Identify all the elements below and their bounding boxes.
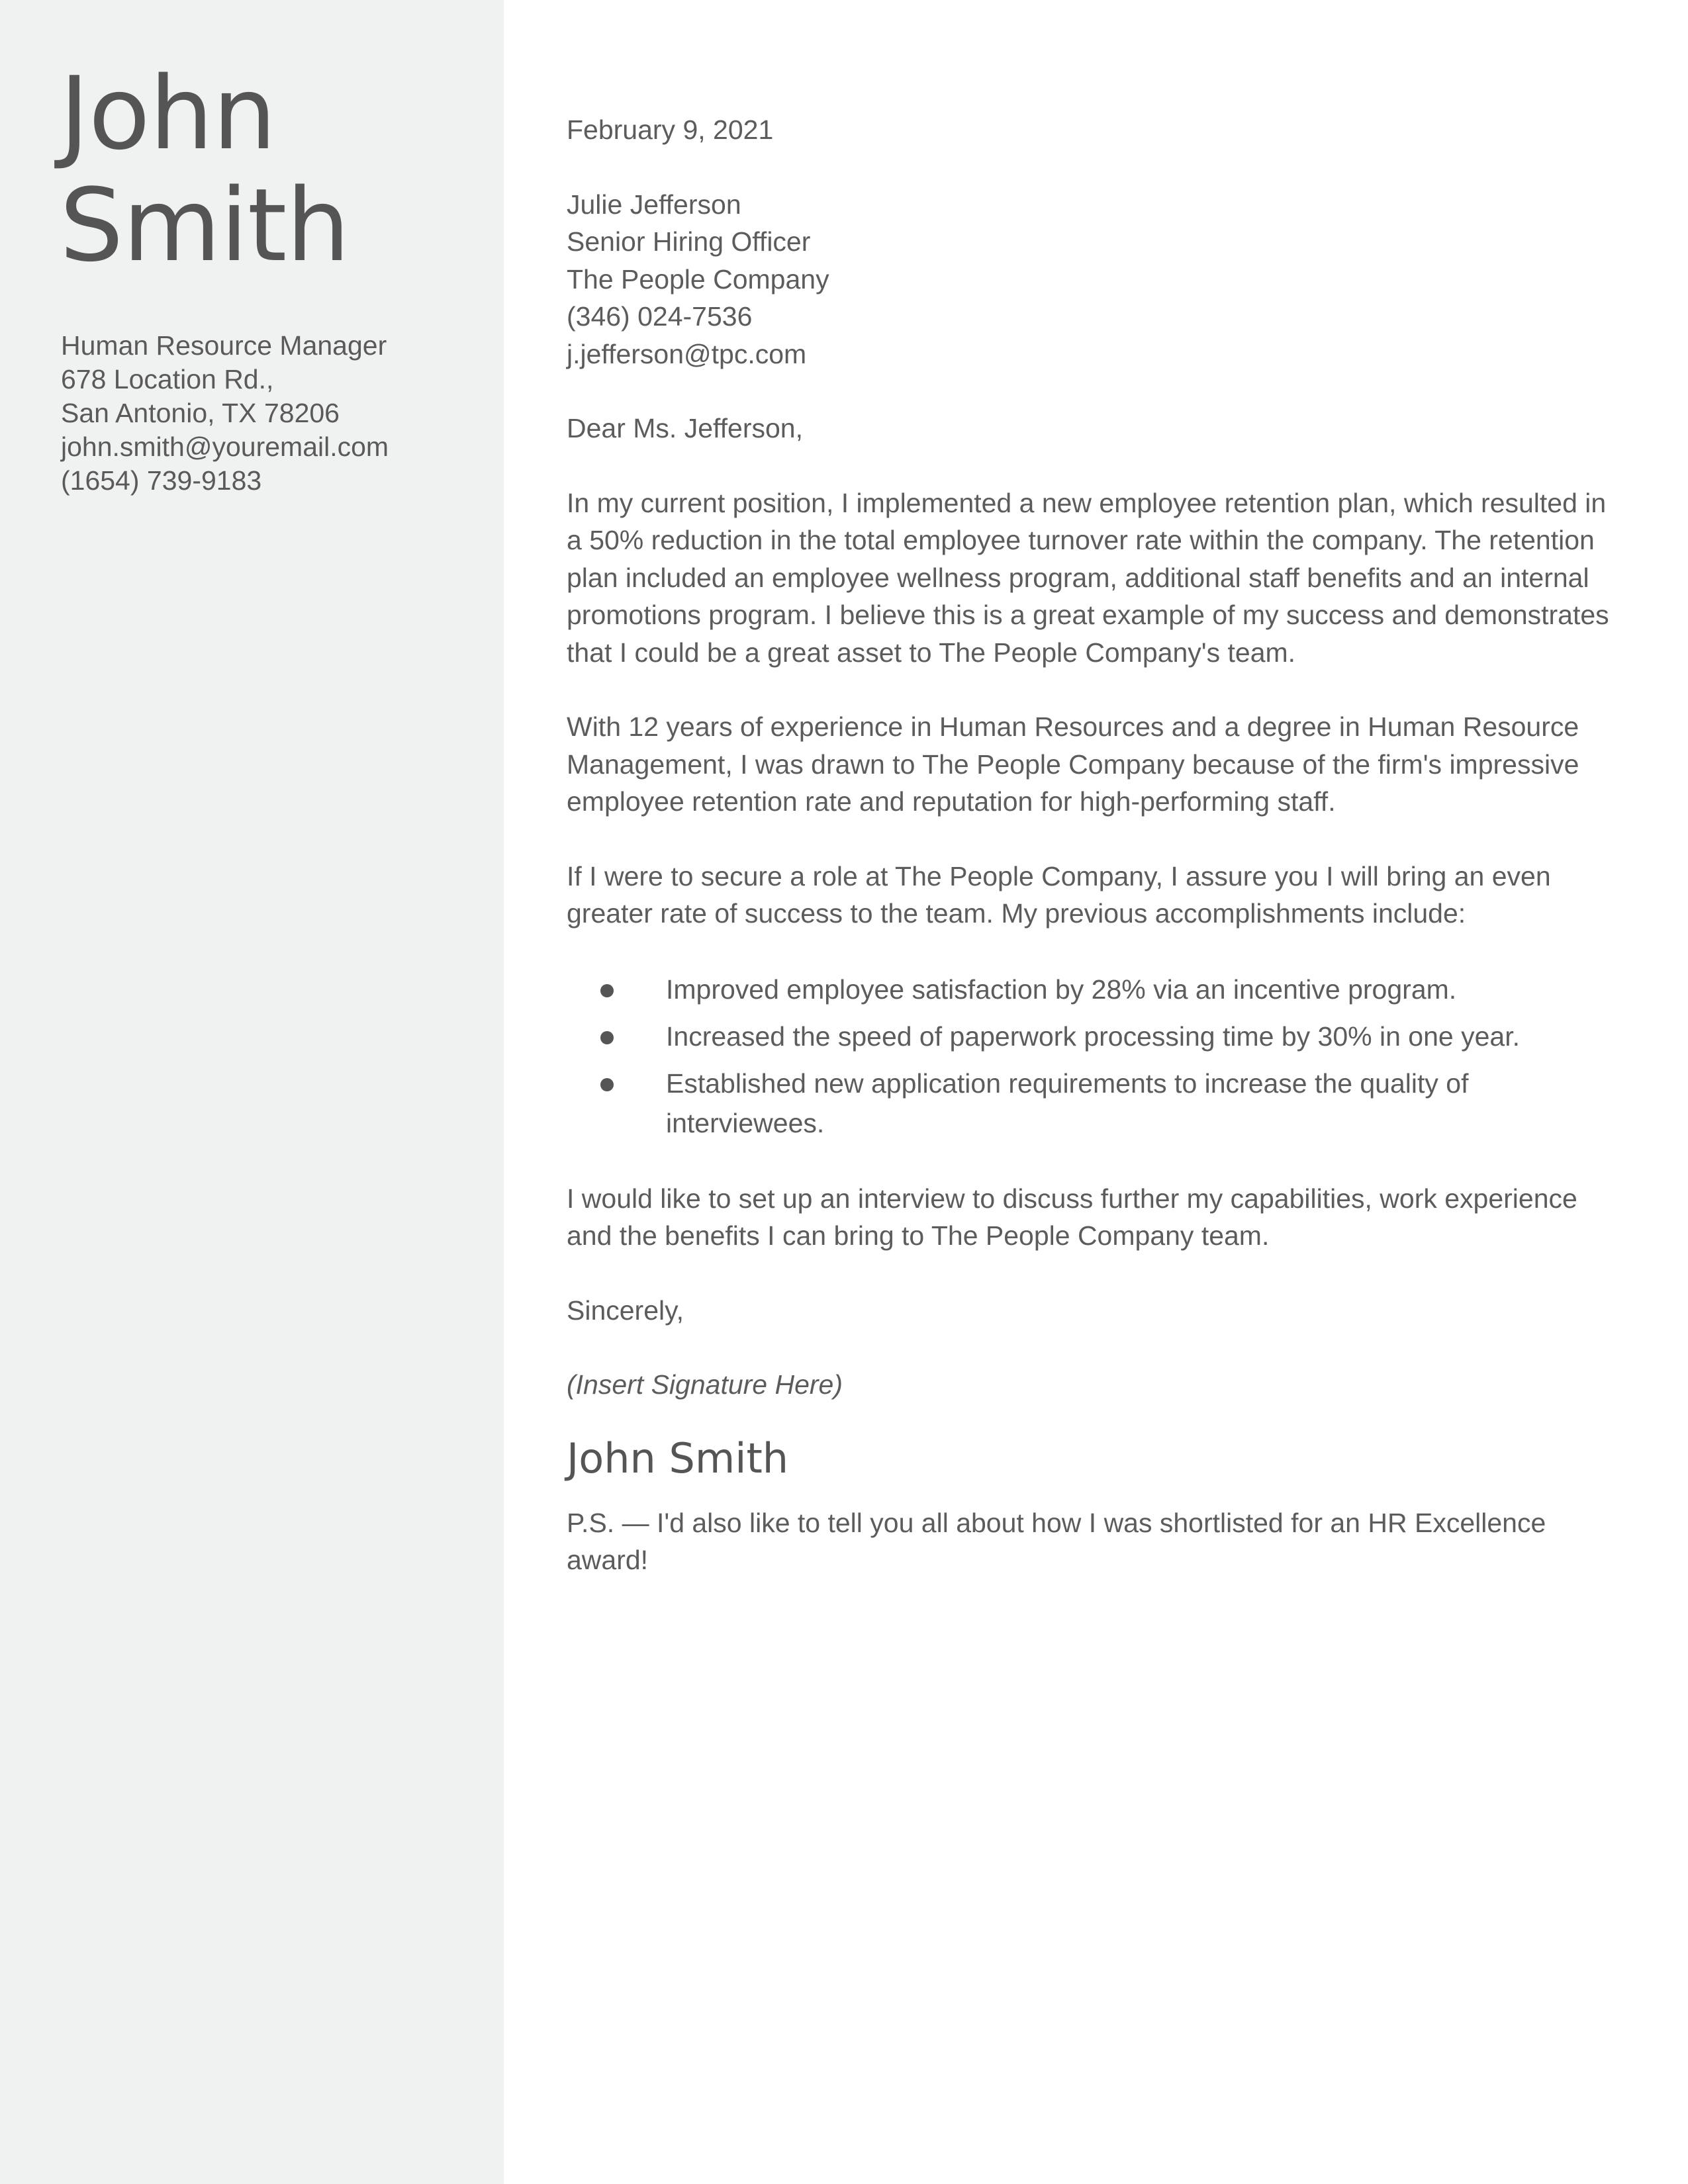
list-item (567, 970, 1626, 1009)
sign-off: Sincerely, (567, 1295, 684, 1326)
recipient-email: j.jefferson@tpc.com (567, 338, 807, 369)
signer-name: John Smith (567, 1433, 789, 1482)
list-item-text: Established new application requirements to increase the quality of interviewees. (666, 1068, 1469, 1138)
recipient-company: The People Company (567, 263, 829, 295)
letter-body (567, 111, 1626, 1579)
sender-email: john.smith@youremail.com (61, 432, 389, 462)
sender-contact (61, 329, 389, 498)
body-paragraph: With 12 years of experience in Human Resources and a degree in Human Resource Management, I was drawn to The People Company because of the firm's impressive employee retention rate and reputation for high-performing staff. (567, 711, 1579, 817)
body-paragraph: In my current position, I implemented a new employee retention plan, which resulted in a 50% reduction in the total employee turnover rate within the company. The retention plan included an employee wellness program, additional staff benefits and an internal promotions program. I believe this is a great example of my success and demonstrates that I could be a great asset to The People Company's team. (567, 487, 1609, 668)
bullet-icon (600, 1031, 614, 1044)
sender-city-state-zip: San Antonio, TX 78206 (61, 398, 340, 428)
sender-street-address: 678 Location Rd., (61, 364, 274, 394)
list-item (567, 1064, 1626, 1143)
body-paragraph: If I were to secure a role at The People Company, I assure you I will bring an even greater rate of success to the team. My previous accomplishments include: (567, 860, 1551, 929)
recipient-block (567, 186, 1626, 373)
sender-job-title: Human Resource Manager (61, 330, 387, 361)
closing-paragraph: I would like to set up an interview to discuss further my capabilities, work experience and the benefits I can bring to The People Company team. (567, 1183, 1577, 1251)
recipient-title: Senior Hiring Officer (567, 226, 811, 257)
bullet-icon (600, 1078, 614, 1091)
recipient-name: Julie Jefferson (567, 189, 741, 220)
list-item-text: Increased the speed of paperwork processing time by 30% in one year. (666, 1021, 1520, 1052)
postscript: P.S. — I'd also like to tell you all about how I was shortlisted for an HR Excellence award! (567, 1507, 1546, 1576)
signature-placeholder: (Insert Signature Here) (567, 1369, 843, 1400)
accomplishments-list (567, 970, 1626, 1143)
sender-first-name: John (60, 55, 276, 172)
sender-last-name: Smith (60, 167, 350, 284)
recipient-phone: (346) 024-7536 (567, 301, 753, 332)
list-item-text: Improved employee satisfaction by 28% via an incentive program. (666, 974, 1457, 1005)
list-item (567, 1017, 1626, 1056)
letter-date: February 9, 2021 (567, 114, 774, 145)
salutation: Dear Ms. Jefferson, (567, 413, 803, 443)
bullet-icon (600, 984, 614, 997)
sidebar (0, 0, 504, 2184)
sender-phone: (1654) 739-9183 (61, 465, 262, 496)
